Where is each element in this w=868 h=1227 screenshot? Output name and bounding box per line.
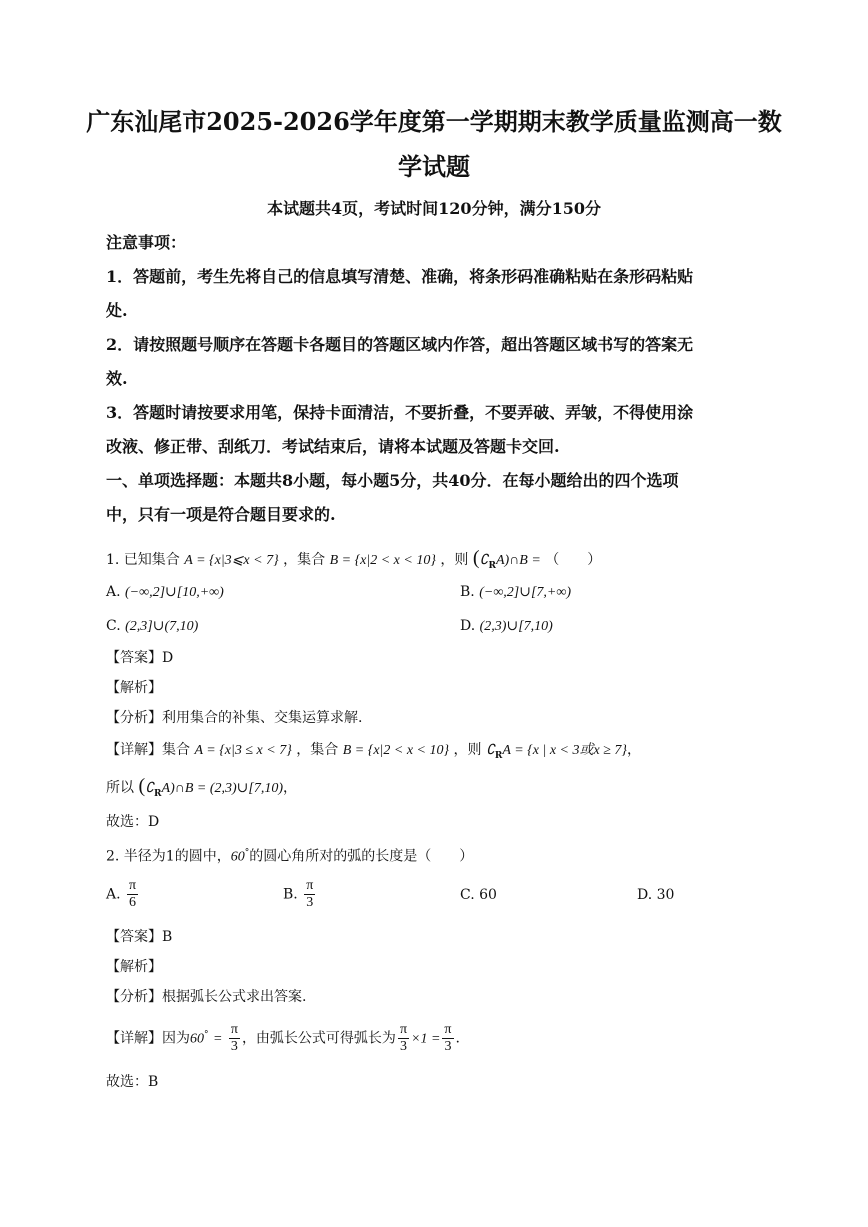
detail-label: 【详解】因为 [106,1030,190,1047]
q2-stem-start: 2. 半径为1的圆中， [106,848,231,865]
q2-stem-end: 的圆心角所对的弧的长度是（ ） [249,848,474,865]
q2-detail [106,1022,460,1055]
conclusion-label: 所以 [106,780,134,796]
complement-symbol: ∁ [479,553,489,568]
fraction-numerator: π [129,878,137,893]
detail-degree: 60 [190,1031,204,1047]
note-2: 2．请按照题号顺序在答题卡各题目的答题区域内作答，超出答题区域书写的答案无 [106,335,694,354]
q1-option-d [460,616,553,637]
q1-blank: （ ） [545,552,602,568]
paren-left: ( [472,547,480,569]
degree-symbol: ° [204,1029,209,1040]
q1-set-b: B = {x|2 < x < 10} [329,553,436,568]
q1-choice: 故选：D [106,814,160,830]
detail-set-a: A = {x|3 ≤ x < 7} [194,743,292,758]
page-title-continued: 学试题 [398,152,470,181]
detail-complement: A = {x | x < 3或x ≥ 7} [502,743,627,758]
option-label: B. [283,886,298,903]
fraction-numerator: π [230,1022,238,1037]
detail-then: ，则 [453,742,482,758]
detail-mid: ，由弧长公式可得弧长为 [241,1030,396,1047]
q1-answer: 【答案】D [106,650,174,666]
note-1-continued: 处. [106,301,128,320]
detail-label: 【详解】集合 [106,742,190,758]
detail-mid: ，集合 [296,742,339,758]
section-heading-continued: 中，只有一项是符合题目要求的. [106,505,336,524]
fraction-denominator: 3 [444,1039,452,1054]
option-label: D. [460,618,476,634]
fraction-numerator: π [399,1022,408,1037]
fraction-denominator: 3 [306,895,314,910]
q1-expression: A)∩B = [495,553,541,568]
q2-option-c: C. 60 [460,887,497,903]
q2-answer: 【答案】B [106,929,173,945]
detail-end: . [455,1030,460,1047]
note-2-continued: 效. [106,369,128,388]
fraction-denominator: 3 [230,1039,238,1054]
q1-option-c [106,616,198,637]
q1-analysis: 【分析】利用集合的补集、交集运算求解. [106,710,363,726]
result-fraction [442,1022,453,1055]
complement-subscript: R [488,560,496,571]
q1-mid: ，集合 [283,552,326,568]
q1-conclusion [106,776,297,804]
detail-fraction [229,1022,240,1055]
fraction-numerator: π [444,1022,452,1037]
page-title: 广东汕尾市2025-2026学年度第一学期期末教学质量监测高一数 [86,107,782,136]
section-heading: 一、单项选择题：本题共8小题，每小题5分，共40分．在每小题给出的四个选项 [106,471,679,490]
q1-then: ，则 [440,552,469,568]
exam-info: 本试题共4页，考试时间120分钟，满分150分 [267,199,601,218]
conclusion-expression: A)∩B = (2,3)∪[7,10) [161,781,284,796]
option-value: (−∞,2]∪[7,+∞) [479,585,572,600]
fraction-denominator: 6 [129,895,137,910]
option-value: (−∞,2]∪[10,+∞) [125,585,224,600]
q1-detail [106,740,641,766]
q1-option-a [106,582,224,603]
question-2-stem [106,843,473,868]
degree-symbol: ° [244,848,250,858]
option-value: (2,3]∪(7,10) [125,619,199,634]
complement-subscript: R [154,788,162,799]
note-1: 1．答题前，考生先将自己的信息填写清楚、准确，将条形码准确粘贴在条形码粘贴 [106,267,694,286]
complement-symbol: ∁ [145,781,155,796]
q1-prefix: 1. 已知集合 [106,552,180,568]
fraction-denominator: 3 [399,1039,407,1054]
note-3-continued: 改液、修正带、刮纸刀．考试结束后，请将本试题及答题卡交回. [106,437,560,456]
q2-option-a [106,878,140,911]
conclusion-end: ， [283,780,298,796]
q2-degree: 60 [230,849,245,865]
q2-option-d: D. 30 [637,887,675,903]
times-one: ×1 = [411,1031,441,1047]
note-3: 3．答题时请按要求用笔，保持卡面清洁，不要折叠，不要弄破、弄皱，不得使用涂 [106,403,694,422]
equals-sign: = [212,1031,223,1047]
fraction-numerator: π [306,878,314,893]
q2-choice: 故选：B [106,1074,159,1090]
option-fraction [127,878,138,911]
detail-end: ， [626,742,641,758]
option-label: C. [106,618,121,634]
arc-fraction [398,1022,409,1055]
option-label: A. [106,886,121,903]
q2-jiexi: 【解析】 [106,959,162,975]
option-fraction [304,878,315,911]
option-value: (2,3)∪[7,10) [479,619,553,634]
q1-jiexi: 【解析】 [106,680,162,696]
question-1-stem [106,548,601,576]
q2-option-b [283,878,317,911]
option-label: A. [106,584,121,600]
q1-option-b [460,582,571,603]
q1-set-a: A = {x|3⩽x < 7} [184,553,279,568]
detail-set-b: B = {x|2 < x < 10} [342,743,450,758]
complement-symbol: ∁ [486,743,495,758]
notes-heading: 注意事项： [106,233,187,252]
option-label: B. [460,584,475,600]
complement-subscript: R [494,750,503,761]
paren-left: ( [138,775,146,797]
q2-analysis: 【分析】根据弧长公式求出答案. [106,989,307,1005]
